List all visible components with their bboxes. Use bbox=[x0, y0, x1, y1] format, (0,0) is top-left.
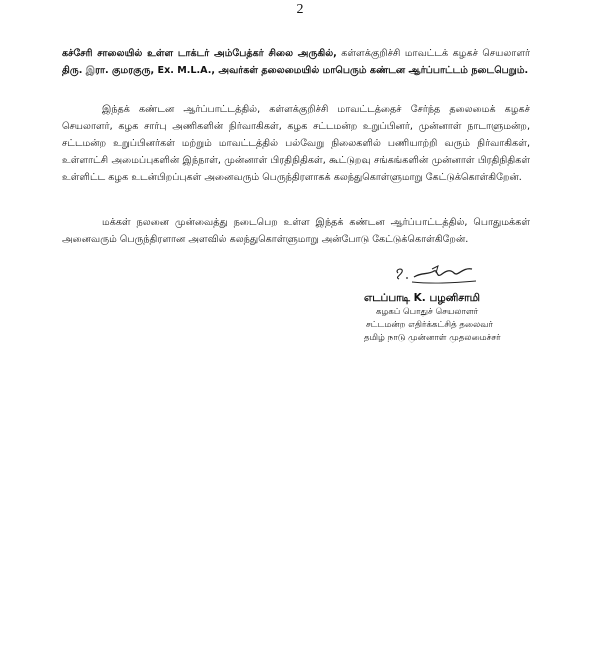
signatory-title-2: சட்டமன்ற எதிர்க்கட்சித் தலைவர் bbox=[366, 320, 493, 330]
handwritten-signature bbox=[392, 263, 482, 291]
page-number: 2 bbox=[296, 2, 304, 17]
signatory-name: எடப்பாடி K. பழனிசாமி bbox=[364, 292, 480, 304]
paragraph-1-text: கள்ளக்குறிச்சி மாவட்டக் கழகச் செயலாளர் bbox=[336, 48, 530, 59]
signatory-title-1: கழகப் பொதுச் செயலாளர் bbox=[376, 307, 479, 317]
signatory-title-3: தமிழ் நாடு முன்னாள் முதலமைச்சர் bbox=[364, 333, 501, 343]
paragraph-1 bbox=[62, 45, 530, 79]
paragraph-1-bold-start: கச்சேரி சாலையில் உள்ள டாக்டர் அம்பேத்கர் சிலை அருகில், bbox=[62, 48, 337, 59]
paragraph-1-bold-name: திரு. இரா. குமரகுரு, Ex. M.L.A., அவர்கள் தலைமையில் மாபெரும் கண்டன ஆர்ப்பாட்டம் நடைபெறும். bbox=[62, 65, 529, 76]
paragraph-2: இந்தக் கண்டன ஆர்ப்பாட்டத்தில், கள்ளக்குறிச்சி மாவட்டத்தைச் சேர்ந்த தலைமைக் கழகச் செயலாளர், கழக சார்பு அணிகளின் நிர்வாகிகள், கழக சட்டமன்ற உறுப்பினர், முன்னாள் நாடாளுமன்ற, சட்டமன்ற உறுப்பினர்கள் மற்றும் மாவட்டத்தில் பல்வேறு நிலைகளில் பணியாற்றி வரும் நிர்வாகிகள், உள்ளாட்சி அமைப்புகளின் இந்நாள், முன்னாள் பிரதிநிதிகள், கூட்டுறவு சங்கங்களின் முன்னாள் பிரதிநிதிகள் உள்ளிட்ட கழக உடன்பிறப்புகள் அனைவரும் பெருந்திரளாகக் கலந்துகொள்ளுமாறு கேட்டுக்கொள்கிறேன். bbox=[62, 104, 530, 183]
signature-block bbox=[360, 291, 550, 345]
paragraph-3: மக்கள் நலனை முன்வைத்து நடைபெற உள்ள இந்தக் கண்டன ஆர்ப்பாட்டத்தில், பொதுமக்கள் அனைவரும் பெருந்திரளான அளவில் கலந்துகொள்ளுமாறு அன்போடு கேட்டுக்கொள்கிறேன். bbox=[62, 217, 530, 245]
